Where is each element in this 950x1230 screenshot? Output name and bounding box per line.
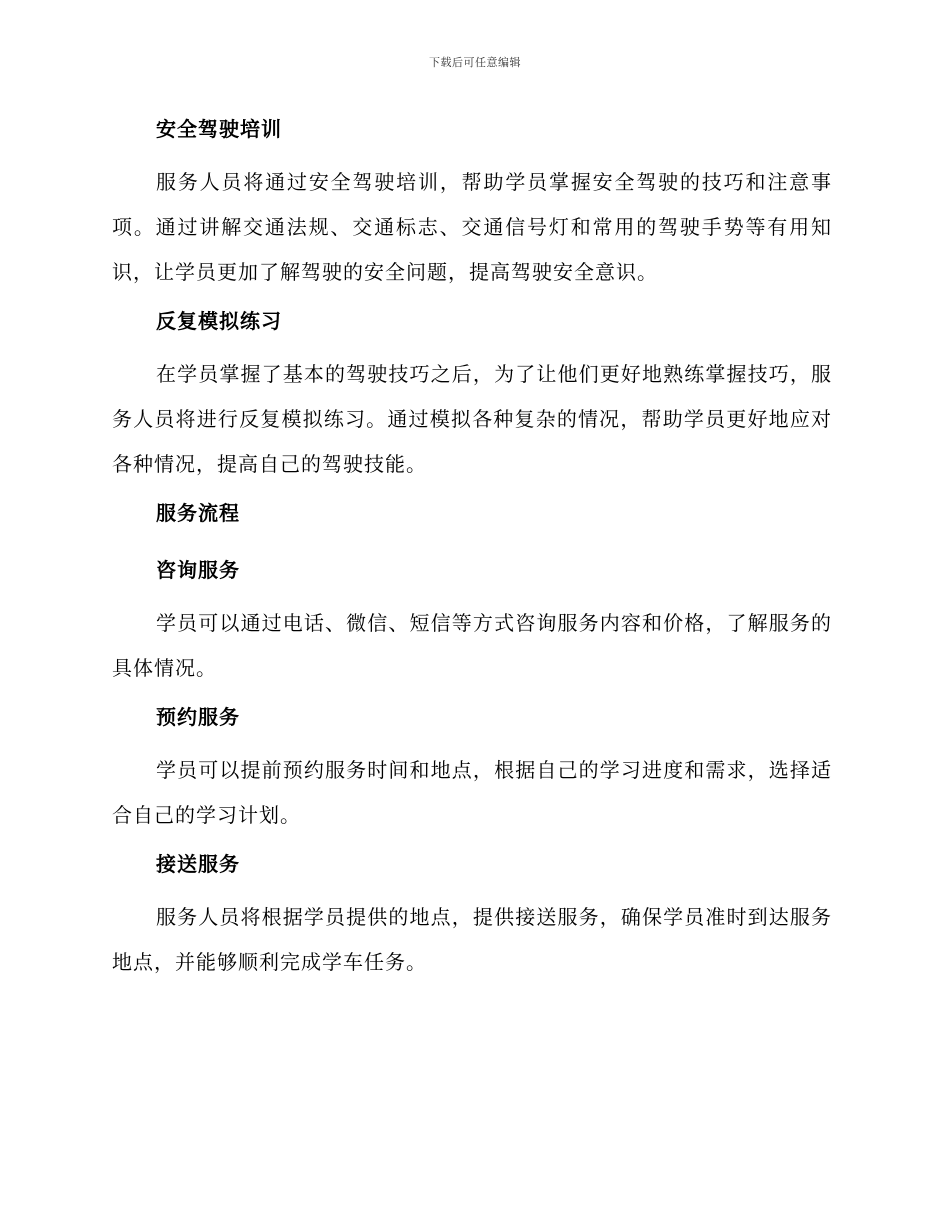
section-heading-service-process: 服务流程 [156,501,240,525]
section-paragraph-safe-driving: 服务人员将通过安全驾驶培训，帮助学员掌握安全驾驶的技巧和注意事项。通过讲解交通法规、交通标志、交通信号灯和常用的驾驶手势等有用知识，让学员更加了解驾驶的安全问题，提高驾驶安全意识。 [112,170,832,284]
header-note: 下载后可任意编辑 [429,56,521,69]
section-paragraph-simulation-practice: 在学员掌握了基本的驾驶技巧之后，为了让他们更好地熟练掌握技巧，服务人员将进行反复模拟练习。通过模拟各种复杂的情况，帮助学员更好地应对各种情况，提高自己的驾驶技能。 [112,362,832,476]
section-paragraph-pickup: 服务人员将根据学员提供的地点，提供接送服务，确保学员准时到达服务地点，并能够顺利完成学车任务。 [112,905,832,974]
section-paragraph-booking: 学员可以提前预约服务时间和地点，根据自己的学习进度和需求，选择适合自己的学习计划。 [112,758,832,827]
section-heading-safe-driving: 安全驾驶培训 [156,117,282,141]
section-heading-simulation-practice: 反复模拟练习 [156,309,282,333]
section-paragraph-consultation: 学员可以通过电话、微信、短信等方式咨询服务内容和价格，了解服务的具体情况。 [112,611,832,680]
document-body [112,112,832,985]
section-heading-pickup: 接送服务 [156,852,240,876]
section-heading-booking: 预约服务 [156,705,240,729]
section-heading-consultation: 咨询服务 [156,558,240,582]
